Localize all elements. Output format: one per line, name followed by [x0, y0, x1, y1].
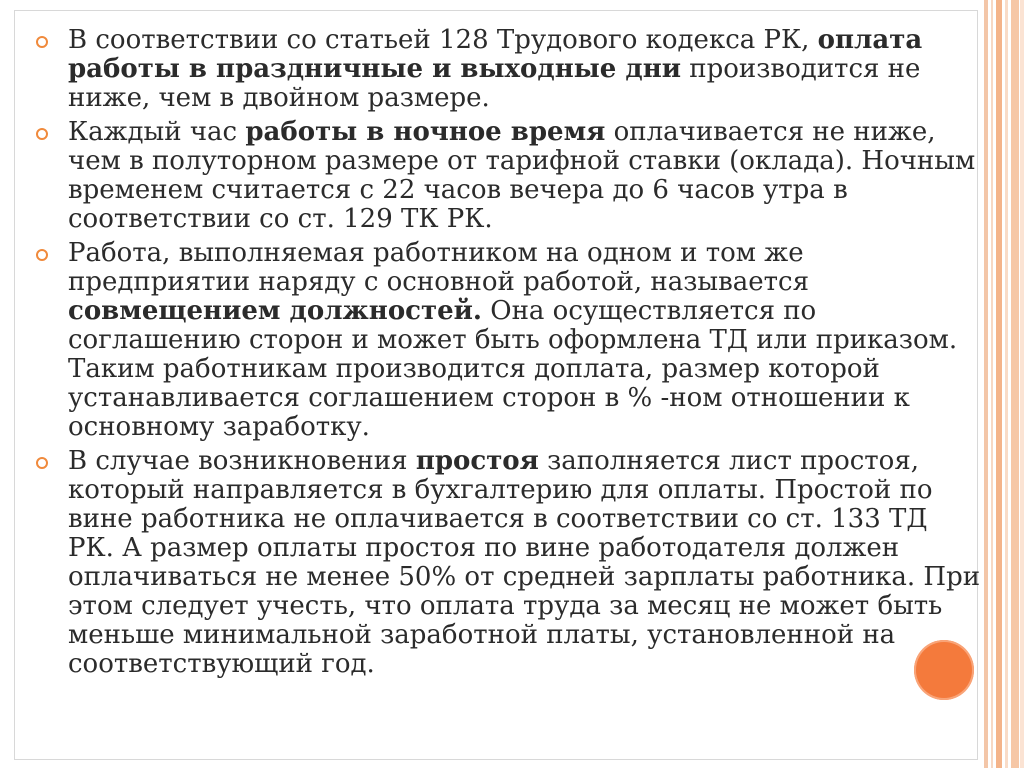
decorative-stripe	[1011, 0, 1019, 768]
bullet-item	[36, 118, 981, 234]
bullet-text	[68, 25, 922, 113]
bullet-text	[68, 446, 980, 679]
text-run: В случае возникновения	[68, 446, 416, 476]
decorative-stripe	[1020, 0, 1024, 768]
bold-text-run: простоя	[415, 446, 539, 476]
decorative-stripe	[984, 0, 988, 768]
decorative-circle-icon	[914, 640, 974, 700]
decorative-stripe	[991, 0, 993, 768]
bold-text-run: работы в ночное время	[245, 117, 606, 147]
text-run: оплачивается не ниже, чем в полуторном размере от тарифной ставки (оклада). Ночным временем считается с 22 часов вечера до 6 часов утра в соответствии со ст. 129 ТК РК.	[68, 117, 976, 234]
bold-text-run: совмещением должностей.	[68, 296, 482, 326]
bullet-icon	[36, 457, 48, 469]
bullet-item	[36, 239, 981, 442]
text-run: заполняется лист простоя, который направляется в бухгалтерию для оплаты. Простой по вине работника не оплачивается в соответствии со ст. 133 ТД РК. А размер оплаты простоя по вине работодателя должен оплачиваться не менее 50% от средней зарплаты работника. При этом следует учесть, что оплата труда за месяц не может быть меньше минимальной заработной платы, установленной на соответствующий год.	[68, 446, 981, 679]
text-run: производится не ниже, чем в двойном размере.	[68, 54, 921, 113]
bullet-icon	[36, 128, 48, 140]
bullet-item	[36, 447, 981, 679]
text-run: Она осуществляется по соглашению сторон и может быть оформлена ТД или приказом. Таким работникам производится доплата, размер которой устанавливается соглашением сторон в % -ном отношении к основному заработку.	[68, 296, 958, 442]
bullet-text	[68, 117, 975, 234]
decorative-stripe	[996, 0, 1002, 768]
bullet-icon	[36, 36, 48, 48]
text-run: В соответствии со статьей 128 Трудового кодекса РК,	[68, 25, 818, 55]
bold-text-run: оплата работы в праздничные и выходные дни	[68, 25, 923, 84]
bullet-item	[36, 26, 981, 113]
text-run: Каждый час	[68, 117, 246, 147]
decorative-stripe	[1005, 0, 1008, 768]
bullet-list	[36, 26, 981, 684]
text-run: Работа, выполняемая работником на одном и том же предприятии наряду с основной работой, называется	[68, 238, 809, 297]
bullet-text	[68, 238, 957, 442]
bullet-icon	[36, 249, 48, 261]
